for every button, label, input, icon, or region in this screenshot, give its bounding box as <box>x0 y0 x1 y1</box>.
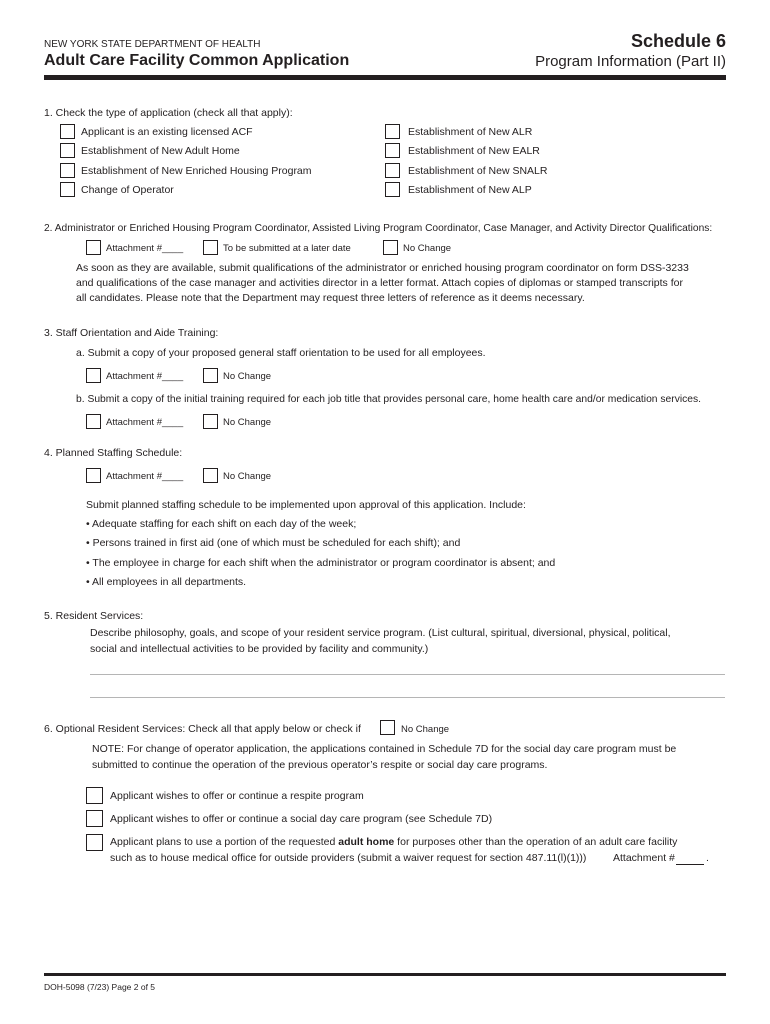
schedule-number: Schedule 6 <box>630 31 726 51</box>
checkbox-new-snalr[interactable] <box>385 163 400 178</box>
label-other-use <box>110 836 677 849</box>
checkbox-s2-no-change[interactable] <box>383 240 398 255</box>
s4-bullet: • All employees in all departments. <box>86 576 247 588</box>
checkbox-s2-later[interactable] <box>203 240 218 255</box>
label-s2-later: To be submitted at a later date <box>223 243 351 254</box>
label-other-use-pre: Applicant plans to use a portion of the requested <box>110 836 339 848</box>
label-new-alr: Establishment of New ALR <box>408 126 533 138</box>
checkbox-existing-acf[interactable] <box>60 124 75 139</box>
label-other-use-post: for purposes other than the operation of an adult care facility <box>394 836 678 848</box>
checkbox-new-alr[interactable] <box>385 124 400 139</box>
label-s2-no-change: No Change <box>403 243 452 254</box>
footer-rule <box>44 973 726 976</box>
label-s4-no-change: No Change <box>223 471 272 482</box>
label-other-use-bold: adult home <box>338 836 395 848</box>
attachment-number-field[interactable] <box>676 864 704 865</box>
checkbox-s3a-attachment[interactable] <box>86 368 101 383</box>
label-social-day-care: Applicant wishes to offer or continue a social day care program (see Schedule 7D) <box>110 813 493 825</box>
s4-intro: Submit planned staffing schedule to be implemented upon approval of this application. Include: <box>86 499 526 511</box>
checkbox-new-alp[interactable] <box>385 182 400 197</box>
checkbox-s3b-no-change[interactable] <box>203 414 218 429</box>
footer-form-code: DOH-5098 (7/23) Page 2 of 5 <box>44 982 156 992</box>
question-4: 4. Planned Staffing Schedule: <box>44 447 183 459</box>
s5-answer-line[interactable] <box>90 697 725 698</box>
label-respite-program: Applicant wishes to offer or continue a respite program <box>110 790 364 802</box>
s4-bullet: • Adequate staffing for each shift on each day of the week; <box>86 518 357 530</box>
header-rule <box>44 75 726 80</box>
label-other-use-end: . <box>706 852 709 864</box>
s5-description-line: social and intellectual activities to be provided by facility and community.) <box>90 643 429 655</box>
checkbox-new-ealr[interactable] <box>385 143 400 158</box>
label-s3a-attachment: Attachment #____ <box>106 371 184 382</box>
s6-note-line: submitted to continue the operation of the previous operator’s respite or social day care programs. <box>92 759 548 771</box>
s2-paragraph-line: all candidates. Please note that the Department may request three letters of reference as it deems necessary. <box>76 292 585 304</box>
s5-description-line: Describe philosophy, goals, and scope of your resident service program. (List cultural, spiritual, diversional, physical, political, <box>90 627 671 639</box>
s4-bullet: • The employee in charge for each shift when the administrator or program coordinator is absent; and <box>86 557 556 569</box>
s5-answer-line[interactable] <box>90 674 725 675</box>
question-3a: a. Submit a copy of your proposed general staff orientation to be used for all employees. <box>76 347 486 359</box>
label-new-enriched-housing: Establishment of New Enriched Housing Program <box>81 165 312 177</box>
s6-note-line: NOTE: For change of operator application, the applications contained in Schedule 7D for the social day care program must be <box>92 743 677 755</box>
schedule-subtitle: Program Information (Part II) <box>535 53 726 70</box>
s2-paragraph-line: As soon as they are available, submit qualifications of the administrator or enriched housing program coordinator on form DSS-3233 <box>76 262 689 274</box>
label-s3a-no-change: No Change <box>223 371 272 382</box>
label-change-of-operator: Change of Operator <box>81 184 174 196</box>
label-new-adult-home: Establishment of New Adult Home <box>81 145 240 157</box>
label-s4-attachment: Attachment #____ <box>106 471 184 482</box>
label-new-ealr: Establishment of New EALR <box>408 145 540 157</box>
checkbox-s2-attachment[interactable] <box>86 240 101 255</box>
checkbox-other-use[interactable] <box>86 834 103 851</box>
question-2: 2. Administrator or Enriched Housing Program Coordinator, Assisted Living Program Coordinator, Case Manager, and Activity Director Qualifications: <box>44 223 713 234</box>
label-other-use-line2: such as to house medical office for outside providers (submit a waiver request for section 487.11(l)(1))) <box>110 852 587 864</box>
label-other-use-attachment: Attachment # <box>613 852 675 864</box>
checkbox-change-of-operator[interactable] <box>60 182 75 197</box>
checkbox-s3b-attachment[interactable] <box>86 414 101 429</box>
label-new-alp: Establishment of New ALP <box>408 184 532 196</box>
checkbox-s4-attachment[interactable] <box>86 468 101 483</box>
label-s2-attachment: Attachment #____ <box>106 243 184 254</box>
label-new-snalr: Establishment of New SNALR <box>408 165 548 177</box>
checkbox-respite-program[interactable] <box>86 787 103 804</box>
department-name: NEW YORK STATE DEPARTMENT OF HEALTH <box>44 39 261 50</box>
checkbox-social-day-care[interactable] <box>86 810 103 827</box>
question-1: 1. Check the type of application (check all that apply): <box>44 107 293 119</box>
s4-bullet: • Persons trained in first aid (one of which must be scheduled for each shift); and <box>86 537 461 549</box>
checkbox-s6-no-change[interactable] <box>380 720 395 735</box>
form-title: Adult Care Facility Common Application <box>44 52 350 69</box>
checkbox-s4-no-change[interactable] <box>203 468 218 483</box>
question-5: 5. Resident Services: <box>44 610 144 622</box>
checkbox-new-enriched-housing[interactable] <box>60 163 75 178</box>
checkbox-new-adult-home[interactable] <box>60 143 75 158</box>
question-3: 3. Staff Orientation and Aide Training: <box>44 327 219 339</box>
question-6: 6. Optional Resident Services: Check all that apply below or check if <box>44 723 361 735</box>
label-s6-no-change: No Change <box>401 724 450 735</box>
label-s3b-attachment: Attachment #____ <box>106 417 184 428</box>
checkbox-s3a-no-change[interactable] <box>203 368 218 383</box>
label-existing-acf: Applicant is an existing licensed ACF <box>81 126 253 138</box>
s2-paragraph-line: and qualifications of the case manager and activities director in a letter format. Attach copies of diplomas or stamped transcripts for <box>76 277 683 289</box>
question-3b: b. Submit a copy of the initial training required for each job title that provides personal care, home health care and/or medication services. <box>76 394 702 405</box>
label-s3b-no-change: No Change <box>223 417 272 428</box>
